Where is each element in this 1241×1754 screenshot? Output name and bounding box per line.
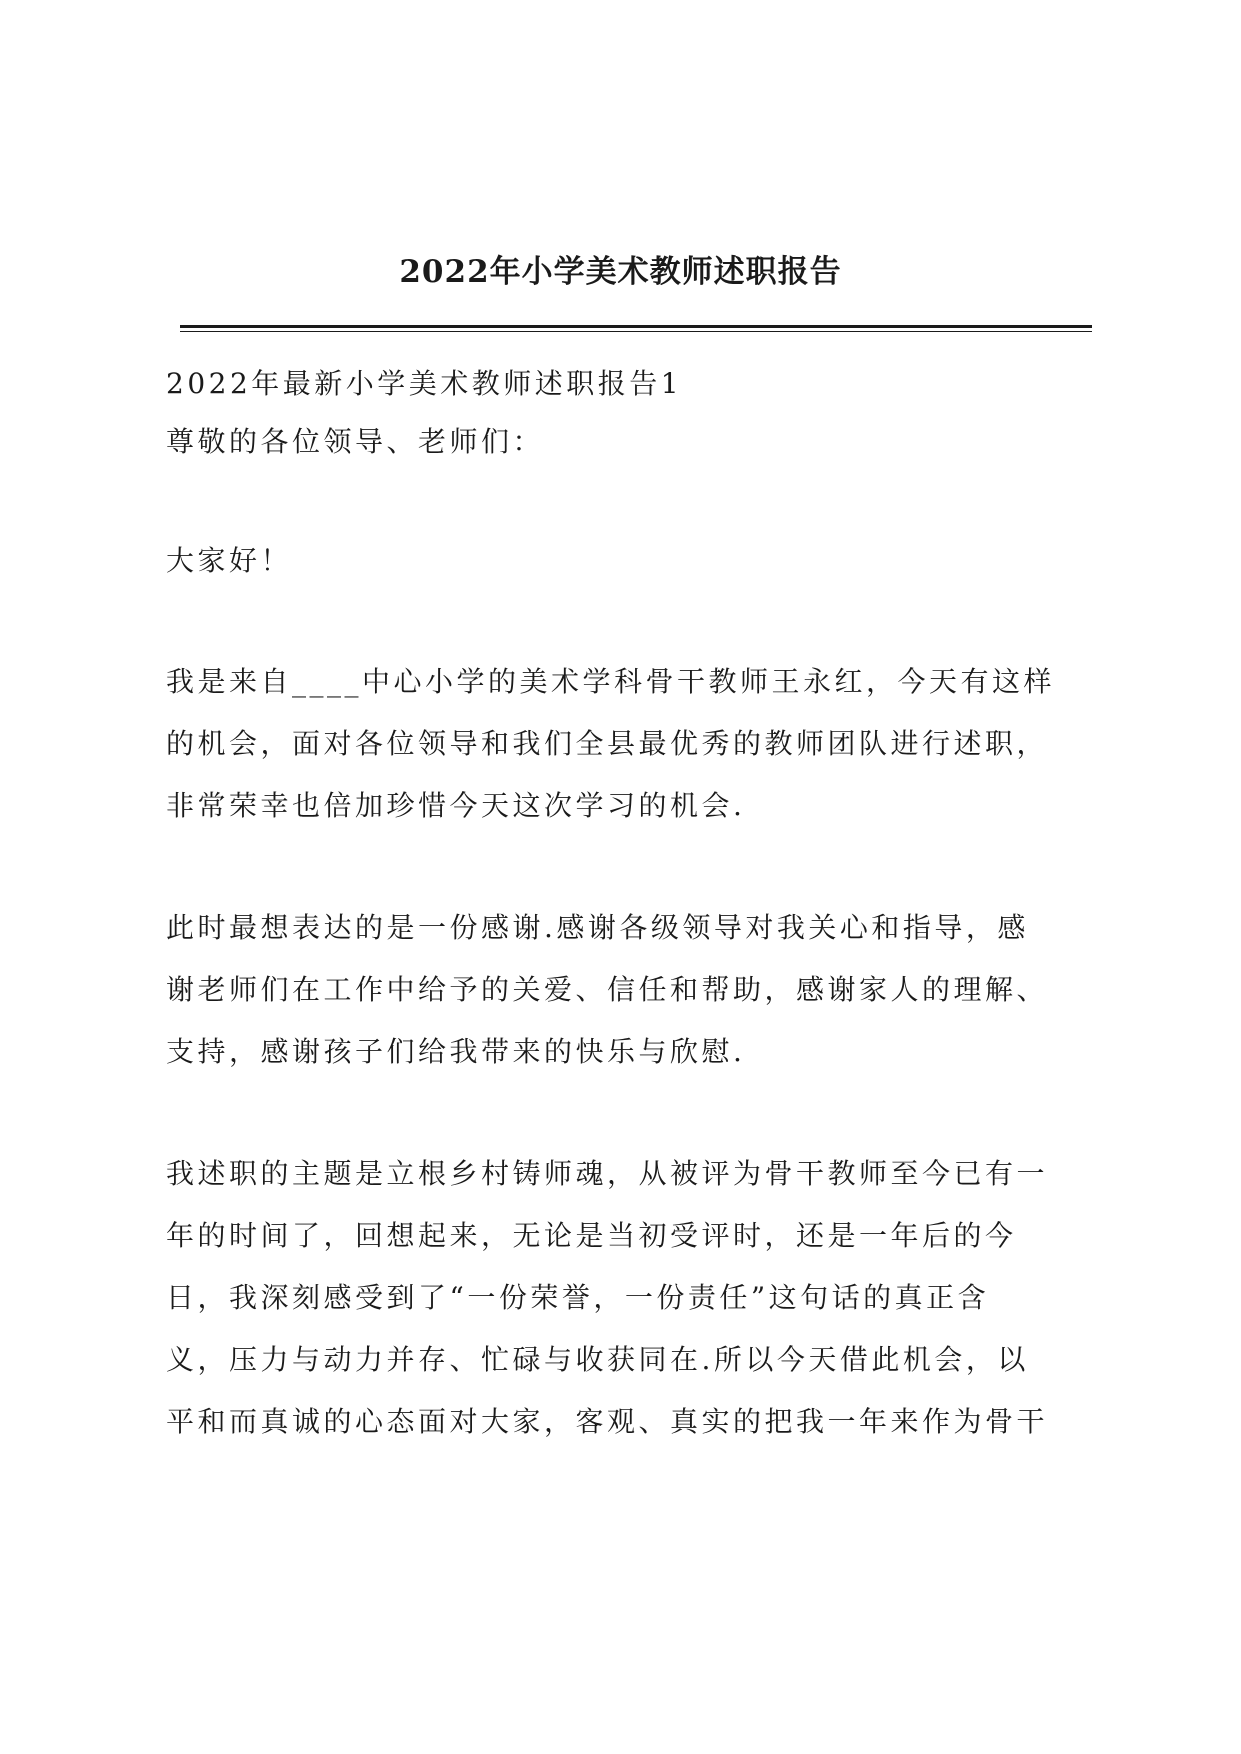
paragraph-line: 支持，感谢孩子们给我带来的快乐与欣慰. — [166, 1035, 746, 1068]
greeting: 大家好！ — [166, 544, 293, 577]
paragraph-line: 的机会，面对各位领导和我们全县最优秀的教师团队进行述职， — [166, 727, 1049, 760]
spacer — [166, 837, 1096, 897]
paragraph-thanks — [166, 897, 1096, 1083]
report-subtitle: 2022年最新小学美术教师述职报告1 — [166, 367, 683, 400]
title-divider-thin — [180, 331, 1092, 332]
paragraph-line: 平和而真诚的心态面对大家，客观、真实的把我一年来作为骨干 — [166, 1405, 1049, 1438]
paragraph-line: 非常荣幸也倍加珍惜今天这次学习的机会. — [166, 789, 746, 822]
paragraph-line: 我述职的主题是立根乡村铸师魂，从被评为骨干教师至今已有一 — [166, 1157, 1049, 1190]
spacer — [166, 591, 1096, 651]
paragraph-line: 此时最想表达的是一份感谢.感谢各级领导对我关心和指导，感 — [166, 911, 1029, 944]
paragraph-theme — [166, 1143, 1096, 1453]
paragraph-intro — [166, 651, 1096, 837]
paragraph-line: 义，压力与动力并存、忙碌与收获同在.所以今天借此机会，以 — [166, 1343, 1029, 1376]
title-divider-thick — [180, 325, 1092, 328]
paragraph-line: 日，我深刻感受到了“一份荣誉，一份责任”这句话的真正含 — [166, 1281, 990, 1314]
spacer — [166, 471, 1096, 531]
document-title: 2022年小学美术教师述职报告 — [399, 254, 842, 290]
paragraph-line: 年的时间了，回想起来，无论是当初受评时，还是一年后的今 — [166, 1219, 1017, 1252]
paragraph-line: 谢老师们在工作中给予的关爱、信任和帮助，感谢家人的理解、 — [166, 973, 1049, 1006]
salutation: 尊敬的各位领导、老师们： — [166, 425, 545, 458]
paragraph-line: 我是来自____中心小学的美术学科骨干教师王永红，今天有这样 — [166, 665, 1056, 698]
document-body — [166, 355, 1096, 1453]
spacer — [166, 1083, 1096, 1143]
